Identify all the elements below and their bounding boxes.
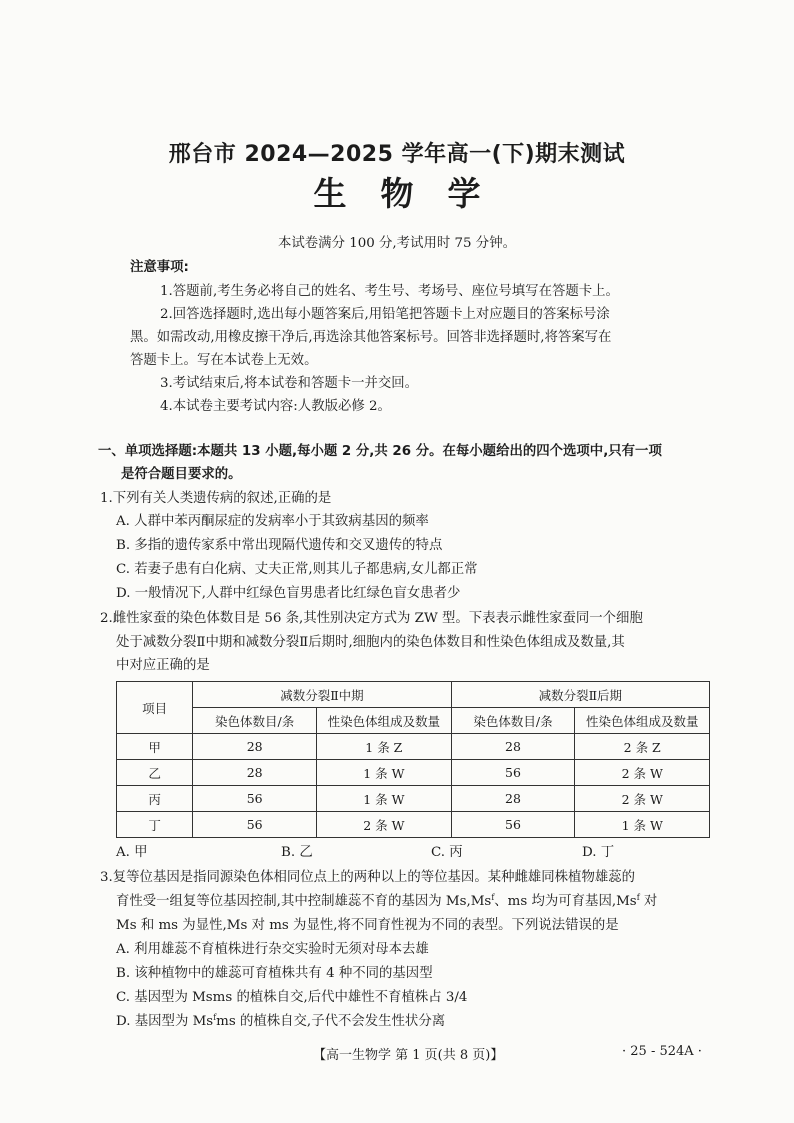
q2-stem-line2: 处于减数分裂Ⅱ中期和减数分裂Ⅱ后期时,细胞内的染色体数目和性染色体组成及数量,其 <box>116 635 625 650</box>
notice-heading: 注意事项: <box>130 260 189 275</box>
cell-m-sex: 1 条 Z <box>317 734 452 760</box>
q3-stem-line3: Ms 和 ms 为显性,Ms 对 ms 为显性,将不同育性视为不同的表型。下列说法错误的是 <box>116 918 619 933</box>
q2-stem-line1: 2.雌性家蚕的染色体数目是 56 条,其性别决定方式为 ZW 型。下表表示雌性家蚕同一个细胞 <box>100 611 643 626</box>
q2-option-a: A. 甲 <box>116 845 148 860</box>
row-label: 丁 <box>117 812 193 838</box>
table-subheader-sex: 性染色体组成及数量 <box>575 708 710 734</box>
q3-stem-line2: 育性受一组复等位基因控制,其中控制雄蕊不育的基因为 Ms,Ms$^f$、ms 均为可育基因,Ms$^f$ 对 <box>116 893 658 909</box>
cell-m-sex: 1 条 W <box>317 760 452 786</box>
notice-item-2-line2: 黑。如需改动,用橡皮擦干净后,再选涂其他答案标号。回答非选择题时,将答案写在 <box>130 330 612 345</box>
row-label: 乙 <box>117 760 193 786</box>
footer-code: · 25 - 524A · <box>622 1044 702 1059</box>
cell-m-count: 28 <box>193 734 317 760</box>
table-subheader-sex: 性染色体组成及数量 <box>317 708 452 734</box>
table-subheader-count: 染色体数目/条 <box>193 708 317 734</box>
cell-a-count: 56 <box>451 760 575 786</box>
q3-option-b: B. 该种植物中的雄蕊可育植株共有 4 种不同的基因型 <box>116 966 433 981</box>
cell-m-count: 28 <box>193 760 317 786</box>
q2-table <box>116 681 710 838</box>
q1-option-c: C. 若妻子患有白化病、丈夫正常,则其儿子都患病,女儿都正常 <box>116 562 478 577</box>
table-row <box>117 786 710 812</box>
notice-item-2-line1: 2.回答选择题时,选出每小题答案后,用铅笔把答题卡上对应题目的答案标号涂 <box>160 307 610 322</box>
cell-a-count: 28 <box>451 786 575 812</box>
cell-m-sex: 2 条 W <box>317 812 452 838</box>
cell-a-sex: 2 条 W <box>575 786 710 812</box>
q1-option-b: B. 多指的遗传家系中常出现隔代遗传和交叉遗传的特点 <box>116 538 443 553</box>
table-header-anaphase: 减数分裂Ⅱ后期 <box>451 682 709 708</box>
q3-option-c: C. 基因型为 Msms 的植株自交,后代中雄性不育植株占 3/4 <box>116 990 468 1005</box>
q2-stem-line3: 中对应正确的是 <box>116 658 210 673</box>
section-heading-line2: 是符合题目要求的。 <box>121 467 242 482</box>
notice-item-1: 1.答题前,考生务必将自己的姓名、考生号、考场号、座位号填写在答题卡上。 <box>160 284 619 299</box>
cell-a-count: 56 <box>451 812 575 838</box>
q3-option-a: A. 利用雄蕊不育植株进行杂交实验时无须对母本去雄 <box>116 942 429 957</box>
cell-a-count: 28 <box>451 734 575 760</box>
q1-stem: 1.下列有关人类遗传病的叙述,正确的是 <box>100 491 332 506</box>
cell-m-count: 56 <box>193 812 317 838</box>
q1-option-d: D. 一般情况下,人群中红绿色盲男患者比红绿色盲女患者少 <box>116 586 461 601</box>
notice-item-4: 4.本试卷主要考试内容:人教版必修 2。 <box>160 399 391 414</box>
table-subheader-count: 染色体数目/条 <box>451 708 575 734</box>
row-label: 丙 <box>117 786 193 812</box>
score-info: 本试卷满分 100 分,考试用时 75 分钟。 <box>278 236 516 251</box>
q2-option-c: C. 丙 <box>431 845 463 860</box>
cell-a-sex: 1 条 W <box>575 812 710 838</box>
q2-option-d: D. 丁 <box>582 845 615 860</box>
exam-title: 邢台市 2024—2025 学年高一(下)期末测试 <box>168 142 626 167</box>
q3-stem-line1: 3.复等位基因是指同源染色体相同位点上的两种以上的等位基因。某种雌雄同株植物雄蕊的 <box>100 870 636 885</box>
subject-title: 生物学 <box>313 174 515 213</box>
cell-m-sex: 1 条 W <box>317 786 452 812</box>
q2-option-b: B. 乙 <box>281 845 313 860</box>
section-heading-line1: 一、单项选择题:本题共 13 小题,每小题 2 分,共 26 分。在每小题给出的四个选项中,只有一项 <box>98 444 662 459</box>
notice-item-2-line3: 答题卡上。写在本试卷上无效。 <box>130 353 318 368</box>
row-label: 甲 <box>117 734 193 760</box>
notice-item-3: 3.考试结束后,将本试卷和答题卡一并交回。 <box>160 376 419 391</box>
table-row <box>117 734 710 760</box>
table-header-item: 项目 <box>117 682 193 734</box>
cell-a-sex: 2 条 Z <box>575 734 710 760</box>
q3-option-d: D. 基因型为 Ms$^f$ms 的植株自交,子代不会发生性状分离 <box>116 1013 446 1029</box>
table-row <box>117 760 710 786</box>
footer-page-label: 【高一生物学 第 1 页(共 8 页)】 <box>313 1048 504 1063</box>
table-header-metaphase: 减数分裂Ⅱ中期 <box>193 682 451 708</box>
cell-m-count: 56 <box>193 786 317 812</box>
q1-option-a: A. 人群中苯丙酮尿症的发病率小于其致病基因的频率 <box>116 514 429 529</box>
table-row <box>117 812 710 838</box>
cell-a-sex: 2 条 W <box>575 760 710 786</box>
